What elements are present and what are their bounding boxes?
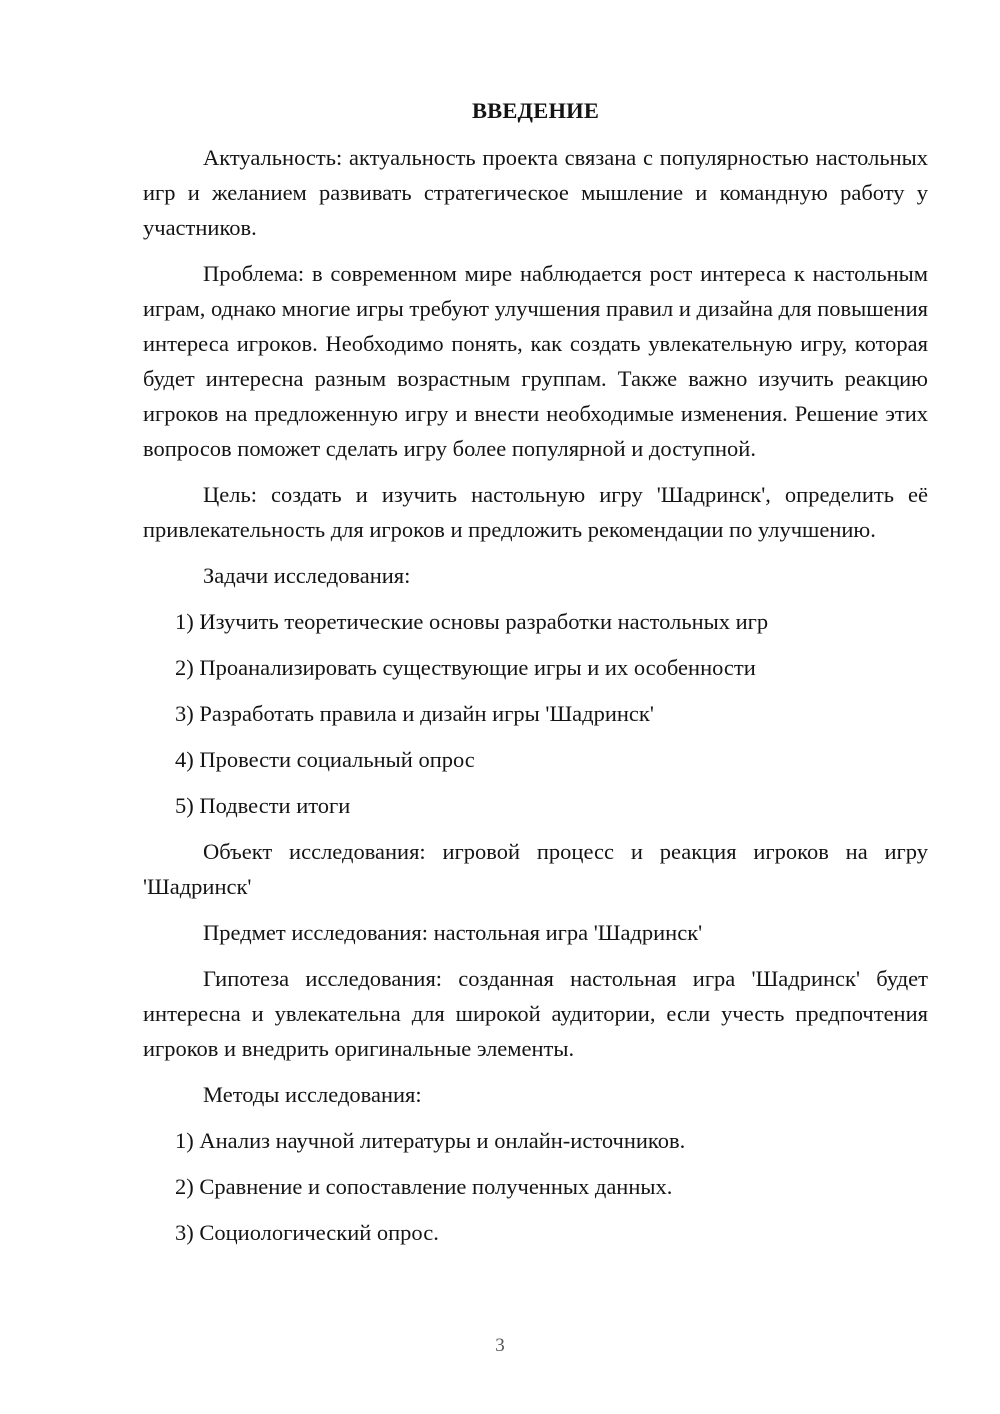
hypothesis-paragraph: Гипотеза исследования: созданная настольная игра 'Шадринск' будет интересна и увлекательна для широкой аудитории, если учесть предпочтения игроков и внедрить оригинальные элементы. <box>143 966 928 1061</box>
methods-title: Методы исследования: <box>203 1082 422 1107</box>
task-item: 1) Изучить теоретические основы разработки настольных игр <box>175 609 769 634</box>
object-paragraph: Объект исследования: игровой процесс и реакция игроков на игру 'Шадринск' <box>143 839 928 899</box>
task-item: 2) Проанализировать существующие игры и их особенности <box>175 655 756 680</box>
page-content <box>143 96 928 1250</box>
method-item: 1) Анализ научной литературы и онлайн-источников. <box>175 1128 686 1153</box>
goal-paragraph: Цель: создать и изучить настольную игру 'Шадринск', определить её привлекательность для игроков и предложить рекомендации по улучшению. <box>143 482 928 542</box>
method-item: 3) Социологический опрос. <box>175 1220 439 1245</box>
problem-paragraph: Проблема: в современном мире наблюдается рост интереса к настольным играм, однако многие игры требуют улучшения правил и дизайна для повышения интереса игроков. Необходимо понять, как создать увлекательную игру, которая будет интересна разным возрастным группам. Также важно изучить реакцию игроков на предложенную игру и внести необходимые изменения. Решение этих вопросов поможет сделать игру более популярной и доступной. <box>143 261 928 461</box>
subject-paragraph: Предмет исследования: настольная игра 'Шадринск' <box>203 920 703 945</box>
page-number: 3 <box>495 1335 505 1356</box>
relevance-paragraph: Актуальность: актуальность проекта связана с популярностью настольных игр и желанием развивать стратегическое мышление и командную работу у участников. <box>143 145 928 240</box>
section-heading: ВВЕДЕНИЕ <box>471 98 600 123</box>
task-item: 3) Разработать правила и дизайн игры 'Шадринск' <box>175 701 654 726</box>
task-item: 5) Подвести итоги <box>175 793 351 818</box>
method-item: 2) Сравнение и сопоставление полученных данных. <box>175 1174 673 1199</box>
tasks-title: Задачи исследования: <box>203 563 411 588</box>
task-item: 4) Провести социальный опрос <box>175 747 475 772</box>
